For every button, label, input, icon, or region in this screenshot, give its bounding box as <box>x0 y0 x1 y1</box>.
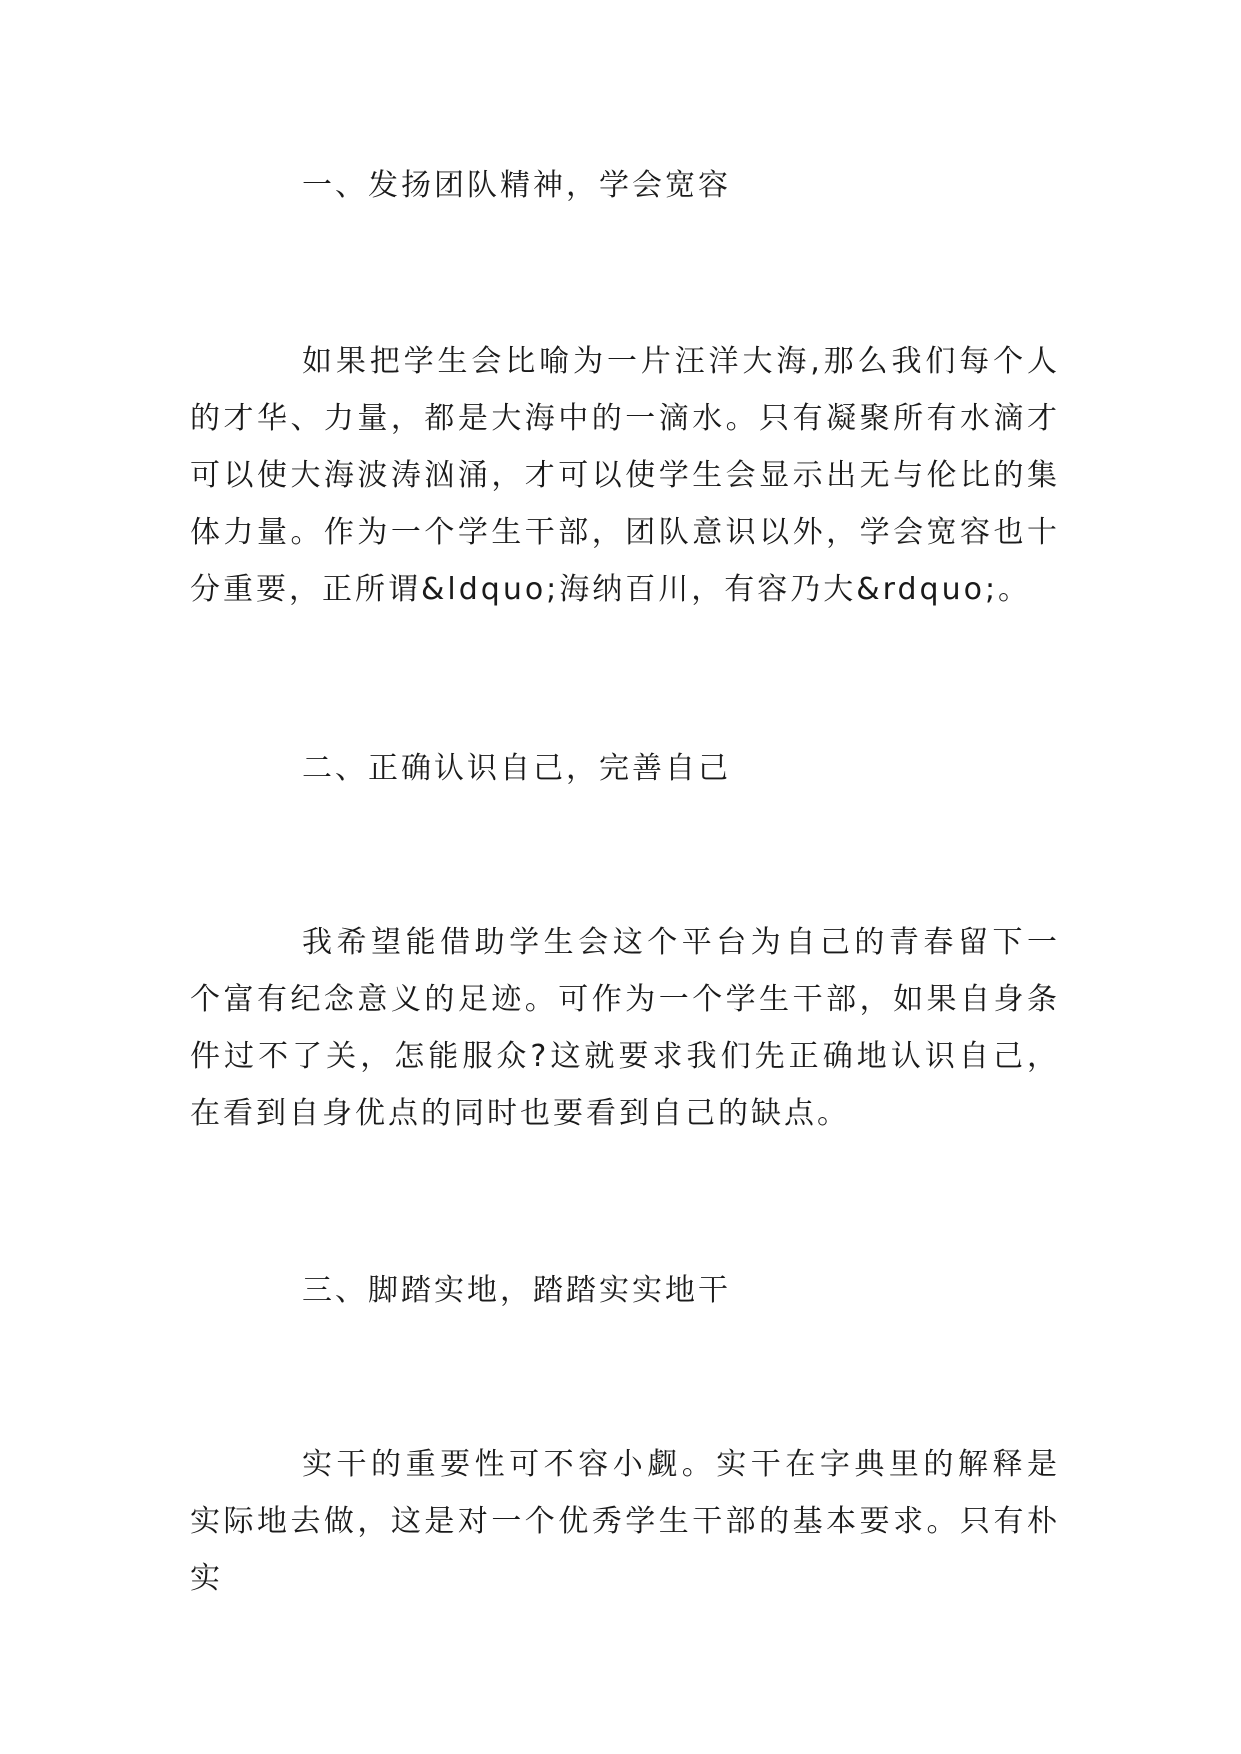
section-heading-1: 一、发扬团队精神，学会宽容 <box>302 168 731 203</box>
section-paragraph-2: 我希望能借助学生会这个平台为自己的青春留下一个富有纪念意义的足迹。可作为一个学生干部，如果自身条件过不了关，怎能服众?这就要求我们先正确地认识自己，在看到自身优点的同时也要看到自己的缺点。 <box>190 925 1060 1131</box>
section-heading-3: 三、脚踏实地，踏踏实实地干 <box>302 1273 731 1308</box>
section-paragraph-3: 实干的重要性可不容小觑。实干在字典里的解释是实际地去做，这是对一个优秀学生干部的基本要求。只有朴实 <box>190 1447 1060 1596</box>
section-heading-2: 二、正确认识自己，完善自己 <box>302 751 731 786</box>
section-paragraph-1: 如果把学生会比喻为一片汪洋大海,那么我们每个人的才华、力量，都是大海中的一滴水。只有凝聚所有水滴才可以使大海波涛汹涌，才可以使学生会显示出无与伦比的集体力量。作为一个学生干部，团队意识以外，学会宽容也十分重要，正所谓&ldquo;海纳百川，有容乃大&rdquo;。 <box>190 344 1060 607</box>
